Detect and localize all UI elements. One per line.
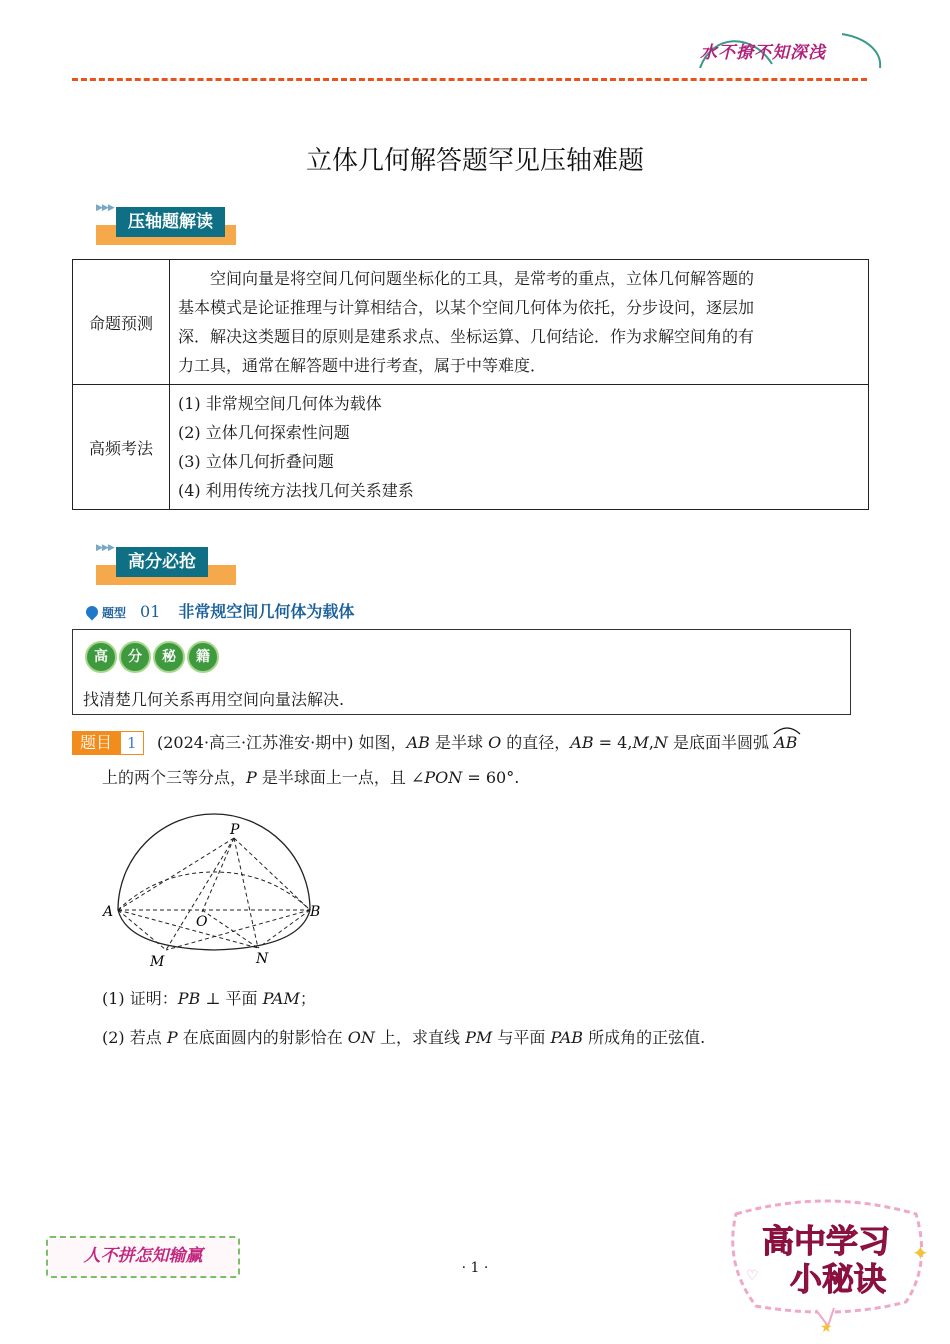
badge: 秘 — [153, 641, 185, 673]
segment-pb — [234, 838, 310, 910]
section-heading-label: 高分必抢 — [116, 547, 208, 577]
row-content — [170, 385, 869, 510]
segment-on — [202, 910, 258, 948]
tip-text: 找清楚几何关系再用空间向量法解决. — [83, 690, 345, 709]
subquestion-2: (2) 若点 P 在底面圆内的射影恰在 ON 上，求直线 PM 与平面 PAB 所成角的正弦值. — [102, 1028, 706, 1047]
label-p: P — [230, 822, 240, 838]
row-content: 空间向量是将空间几何问题坐标化的工具，是常考的重点，立体几何解答题的 基本模式是论证推理与计算相结合，以某个空间几何体为依托，分步设问，逐层加 深．解决这类题目的原则是建系求点、坐标运算、几何结论．作为求解空间角的有 力工具，通常在解答题中进行考查，属于中等难度． — [170, 260, 869, 385]
base-front-arc — [118, 910, 310, 950]
label-n: N — [256, 951, 269, 967]
segment-pa — [118, 838, 234, 910]
logo-badge — [716, 1194, 936, 1334]
page-title: 立体几何解答题罕见压轴难题 — [305, 146, 644, 176]
question-text-line2: 上的两个三等分点，P 是半球面上一点，且 ∠PON = 60°. — [102, 768, 520, 787]
header-divider — [72, 78, 867, 81]
star-icon: ★ — [820, 1320, 833, 1334]
subquestion-1: (1) 证明：PB ⊥ 平面 PAM； — [102, 989, 316, 1008]
label-b: B — [310, 904, 321, 920]
question-text-line1: (2024·高三·江苏淮安·期中) 如图，AB 是半球 O 的直径，AB = 4,M,N 是底面半圆弧 AB — [157, 731, 797, 755]
logo-line2: 小秘诀 — [789, 1260, 887, 1298]
segment-pn — [234, 838, 258, 948]
label-a: A — [103, 904, 114, 920]
section-heading-1 — [84, 203, 244, 247]
question-type-heading: 题型 01 非常规空间几何体为载体 — [86, 599, 354, 622]
segment-bm — [166, 910, 310, 950]
footer-motto: 人不拼怎知输赢 — [46, 1236, 240, 1278]
label-o: O — [196, 914, 208, 930]
base-back-arc — [118, 872, 310, 910]
overview-table — [72, 259, 869, 510]
list-item: (1) 非常规空间几何体为载体 — [178, 394, 382, 413]
page-number: · 1 · — [461, 1260, 489, 1276]
logo-line1: 高中学习 — [761, 1222, 891, 1260]
badge: 高 — [85, 641, 117, 673]
segment-bn — [258, 910, 310, 948]
section-heading-label: 压轴题解读 — [116, 207, 225, 237]
label-m: M — [150, 954, 165, 970]
section-heading-2 — [84, 543, 244, 587]
location-pin-icon — [84, 604, 101, 621]
badge: 籍 — [187, 641, 219, 673]
hemisphere-outline — [118, 814, 310, 910]
arc-ab: AB — [774, 731, 797, 755]
list-item: (4) 利用传统方法找几何关系建系 — [178, 481, 414, 500]
badge: 分 — [119, 641, 151, 673]
tip-badges — [85, 641, 219, 673]
header-motto: 水不撩不知深浅 — [700, 43, 826, 63]
arrows-icon: ▶▶▶ — [96, 543, 114, 553]
row-label: 命题预测 — [73, 260, 170, 385]
sparkle-icon: ✦ — [912, 1241, 929, 1265]
arrows-icon: ▶▶▶ — [96, 203, 114, 213]
segment-po — [202, 838, 234, 912]
list-item: (2) 立体几何探索性问题 — [178, 423, 350, 442]
table-row — [73, 385, 869, 510]
question-tag: 题目 1 — [72, 731, 144, 755]
row-label: 高频考法 — [73, 385, 170, 510]
list-item: (3) 立体几何折叠问题 — [178, 452, 334, 471]
tip-box — [72, 629, 851, 715]
heart-icon: ♡ — [746, 1268, 759, 1284]
hemisphere-figure — [98, 808, 328, 970]
segment-pm — [166, 838, 234, 950]
segment-an — [118, 910, 258, 948]
table-row — [73, 260, 869, 385]
